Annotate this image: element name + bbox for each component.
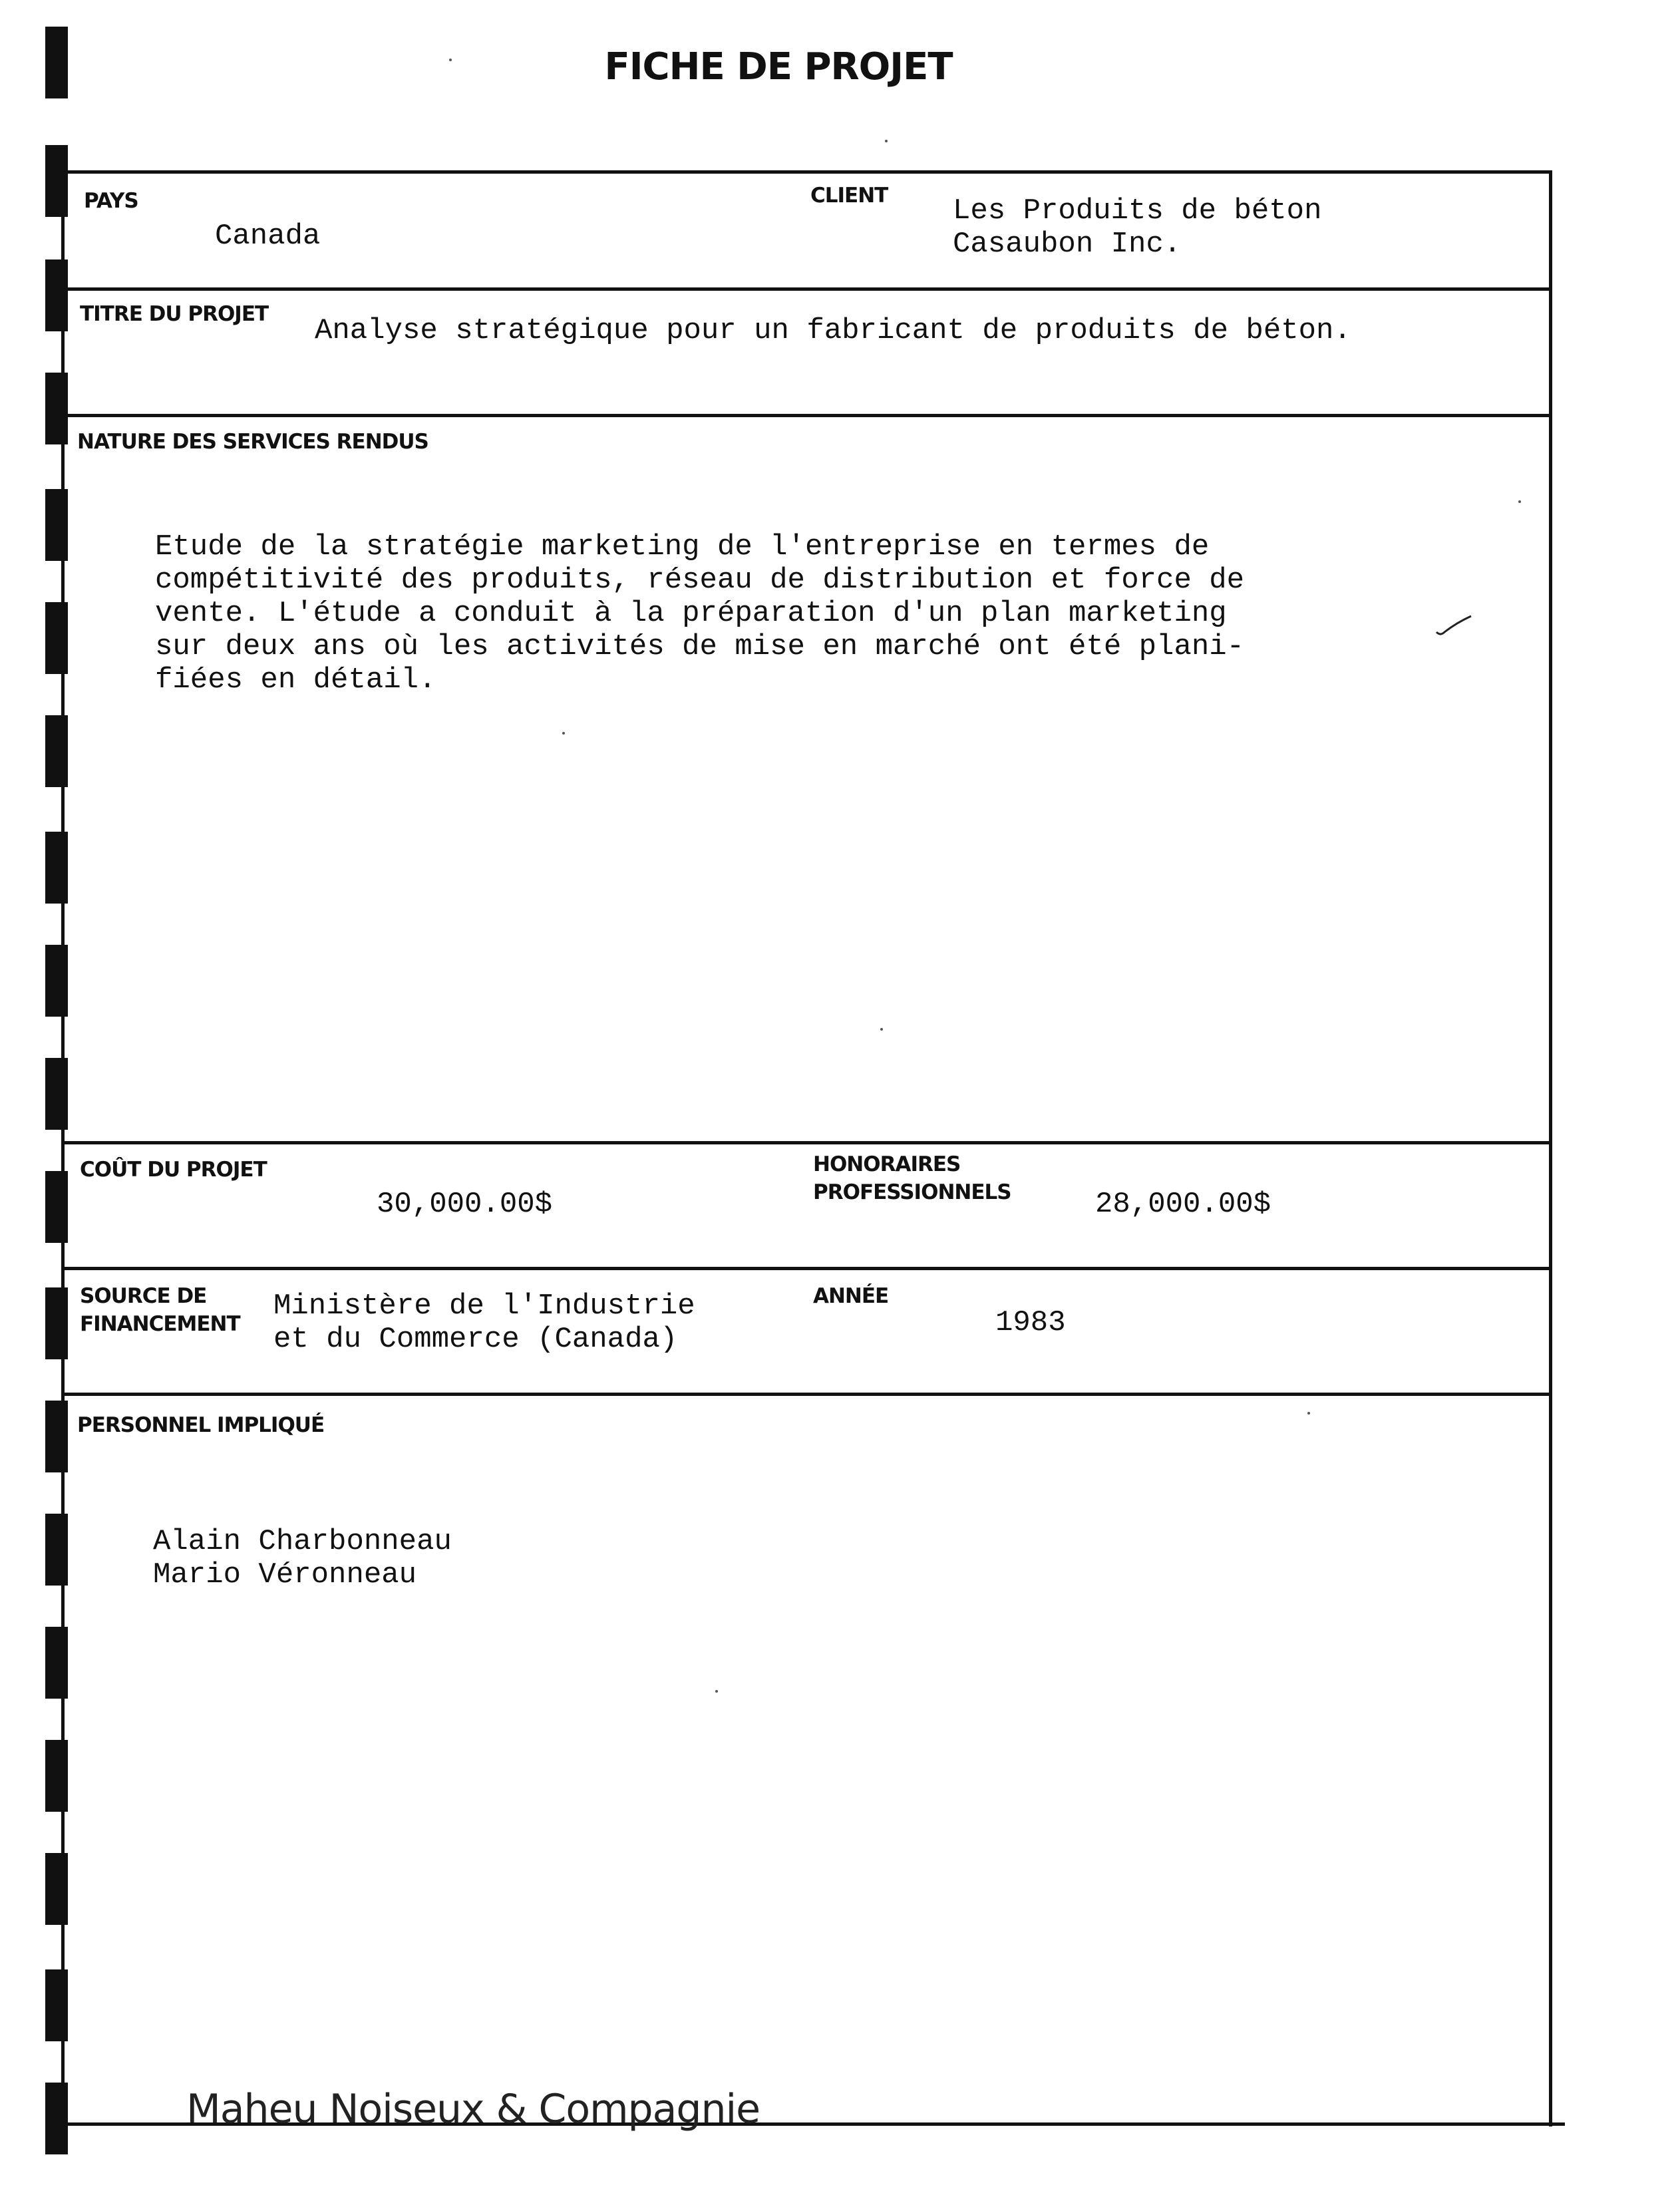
scan-speck <box>715 1690 718 1693</box>
handwritten-checkmark-icon <box>1434 612 1474 639</box>
annee-value: 1983 <box>995 1306 1066 1339</box>
frame-right-border <box>1549 170 1552 2126</box>
row-divider <box>61 287 1552 291</box>
frame-left-border <box>61 170 65 2126</box>
frame-top-border <box>61 170 1552 174</box>
honoraires-label-line2: PROFESSIONNELS <box>813 1180 1011 1204</box>
page-title: FICHE DE PROJET <box>604 45 953 88</box>
company-footer: Maheu Noiseux & Compagnie <box>186 2086 760 2132</box>
scan-speck <box>885 140 888 142</box>
pays-value: Canada <box>215 220 321 253</box>
scan-speck <box>449 59 452 61</box>
row-divider <box>61 1267 1552 1270</box>
personnel-value: Alain Charbonneau Mario Véronneau <box>153 1525 452 1592</box>
nature-services-value: Etude de la stratégie marketing de l'entreprise en termes de compétitivité des produits, réseau de distribution et force de vente. L'étude a conduit à la préparation d'un plan marketing sur deux ans où les activités de mise en marché ont été plani- fiées en détail. <box>155 530 1245 697</box>
scan-speck <box>1307 1412 1310 1415</box>
source-financement-value: Ministère de l'Industrie et du Commerce (Canada) <box>273 1289 695 1356</box>
honoraires-label-line1: HONORAIRES <box>813 1152 961 1176</box>
source-financement-label-line1: SOURCE DE <box>80 1284 207 1308</box>
scan-speck <box>880 1028 883 1031</box>
annee-label: ANNÉE <box>813 1284 889 1308</box>
cout-projet-value: 30,000.00$ <box>377 1188 553 1221</box>
scan-speck <box>1518 500 1521 503</box>
client-label: CLIENT <box>810 184 888 208</box>
row-divider <box>61 1141 1552 1144</box>
row-divider <box>61 1393 1552 1396</box>
personnel-label: PERSONNEL IMPLIQUÉ <box>77 1413 325 1437</box>
cout-projet-label: COÛT DU PROJET <box>80 1158 267 1182</box>
nature-services-label: NATURE DES SERVICES RENDUS <box>77 430 428 454</box>
source-financement-label-line2: FINANCEMENT <box>80 1312 240 1336</box>
titre-projet-value: Analyse stratégique pour un fabricant de produits de béton. <box>315 314 1351 347</box>
pays-label: PAYS <box>84 189 138 213</box>
client-value: Les Produits de béton Casaubon Inc. <box>953 194 1322 261</box>
scan-speck <box>562 732 565 735</box>
titre-projet-label: TITRE DU PROJET <box>80 302 269 326</box>
honoraires-value: 28,000.00$ <box>1095 1188 1271 1221</box>
row-divider <box>61 414 1552 417</box>
